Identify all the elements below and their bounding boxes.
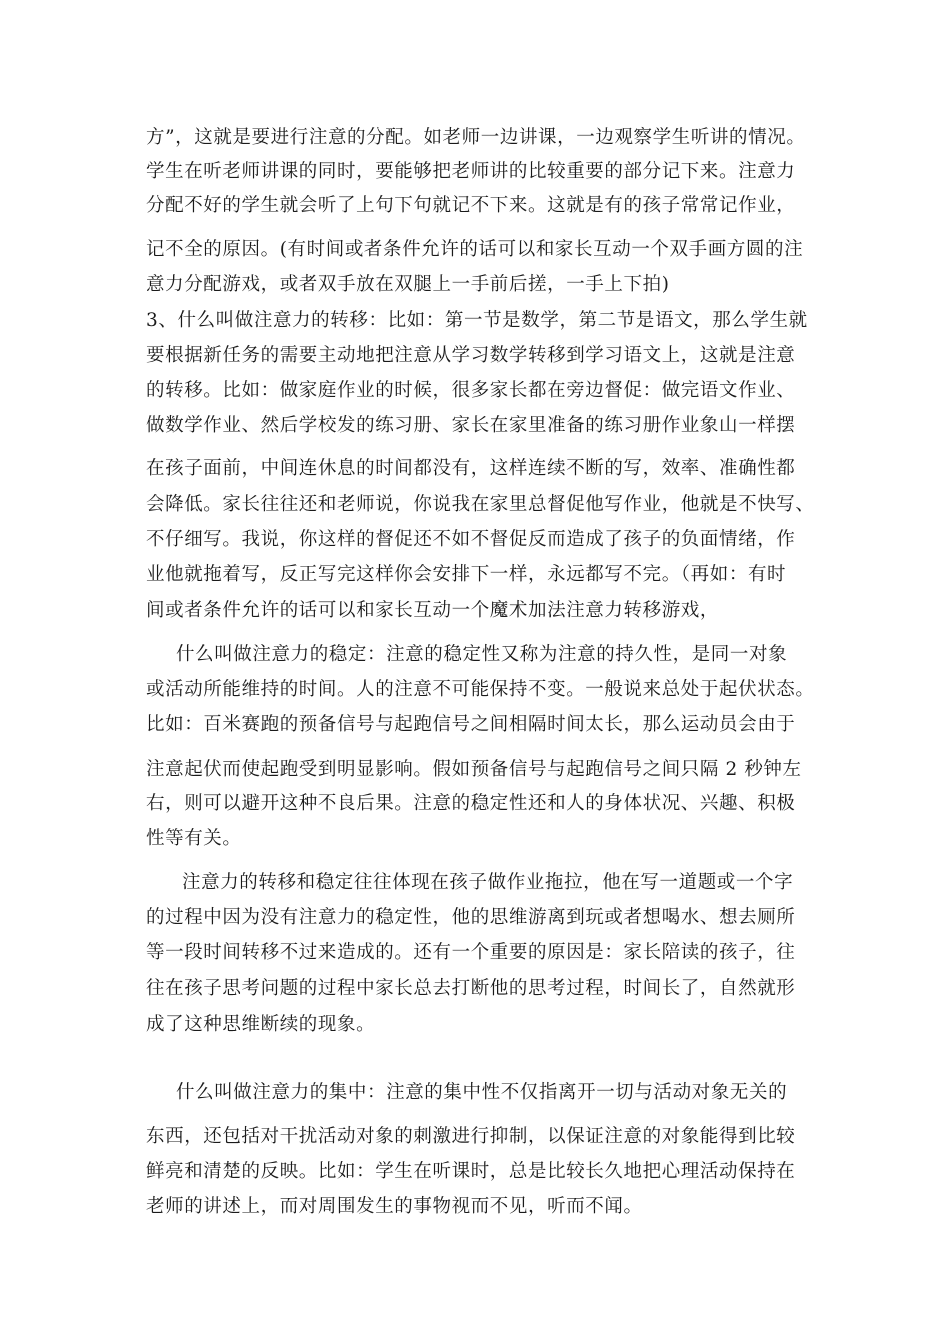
text-line: 间或者条件允许的话可以和家长互动一个魔术加法注意力转移游戏，: [146, 600, 720, 621]
text-line: 方”，这就是要进行注意的分配。如老师一边讲课，一边观察学生听讲的情况。: [146, 127, 806, 148]
text-line: 业他就拖着写，反正写完这样你会安排下一样，永远都写不完。（再如：有时: [146, 564, 787, 585]
text-line: 记不全的原因。(有时间或者条件允许的话可以和家长互动一个双手画方圆的注: [146, 239, 804, 260]
text-line: 注意力的转移和稳定往往体现在孩子做作业拖拉，他在写一道题或一个字: [182, 872, 794, 893]
text-line: 做数学作业、然后学校发的练习册、家长在家里准备的练习册作业象山一样摆: [146, 415, 796, 436]
text-line: 分配不好的学生就会听了上句下句就记不下来。这就是有的孩子常常记作业，: [146, 195, 796, 216]
text-line: 的过程中因为没有注意力的稳定性，他的思维游离到玩或者想喝水、想去厕所: [146, 907, 796, 928]
text-line: 的转移。比如：做家庭作业的时候，很多家长都在旁边督促：做完语文作业、: [146, 380, 796, 401]
text-line: 东西，还包括对干扰活动对象的刺激进行抑制，以保证注意的对象能得到比较: [146, 1126, 796, 1147]
text-line: 什么叫做注意力的集中：注意的集中性不仅指离开一切与活动对象无关的: [176, 1082, 788, 1103]
text-line: 等一段时间转移不过来造成的。还有一个重要的原因是：家长陪读的孩子，往: [146, 942, 796, 963]
text-line: 什么叫做注意力的稳定：注意的稳定性又称为注意的持久性，是同一对象: [176, 644, 788, 665]
text-line: 要根据新任务的需要主动地把注意从学习数学转移到学习语文上，这就是注意: [146, 345, 796, 366]
text-line: 老师的讲述上，而对周围发生的事物视而不见，听而不闻。: [146, 1196, 643, 1217]
text-line: 右，则可以避开这种不良后果。注意的稳定性还和人的身体状况、兴趣、积极: [146, 793, 796, 814]
text-line: 不仔细写。我说，你这样的督促还不如不督促反而造成了孩子的负面情绪，作: [146, 529, 796, 550]
text-line: 注意起伏而使起跑受到明显影响。假如预备信号与起跑信号之间只隔 2 秒钟左: [146, 759, 802, 780]
text-line: 往在孩子思考问题的过程中家长总去打断他的思考过程，时间长了，自然就形: [146, 978, 796, 999]
text-line: 或活动所能维持的时间。人的注意不可能保持不变。一般说来总处于起伏状态。: [146, 679, 815, 700]
text-line: 比如：百米赛跑的预备信号与起跑信号之间相隔时间太长，那么运动员会由于: [146, 714, 796, 735]
text-line: 成了这种思维断续的现象。: [146, 1014, 376, 1035]
text-line: 学生在听老师讲课的同时，要能够把老师讲的比较重要的部分记下来。注意力: [146, 161, 796, 182]
text-line: 鲜亮和清楚的反映。比如：学生在听课时，总是比较长久地把心理活动保持在: [146, 1161, 796, 1182]
text-line: 性等有关。: [146, 828, 242, 849]
text-line: 3、什么叫做注意力的转移：比如：第一节是数学，第二节是语文，那么学生就: [146, 310, 808, 331]
text-line: 在孩子面前，中间连休息的时间都没有，这样连续不断的写，效率、准确性都: [146, 458, 796, 479]
text-line: 会降低。家长往往还和老师说，你说我在家里总督促他写作业，他就是不快写、: [146, 494, 815, 515]
text-line: 意力分配游戏，或者双手放在双腿上一手前后搓，一手上下拍): [146, 274, 670, 295]
